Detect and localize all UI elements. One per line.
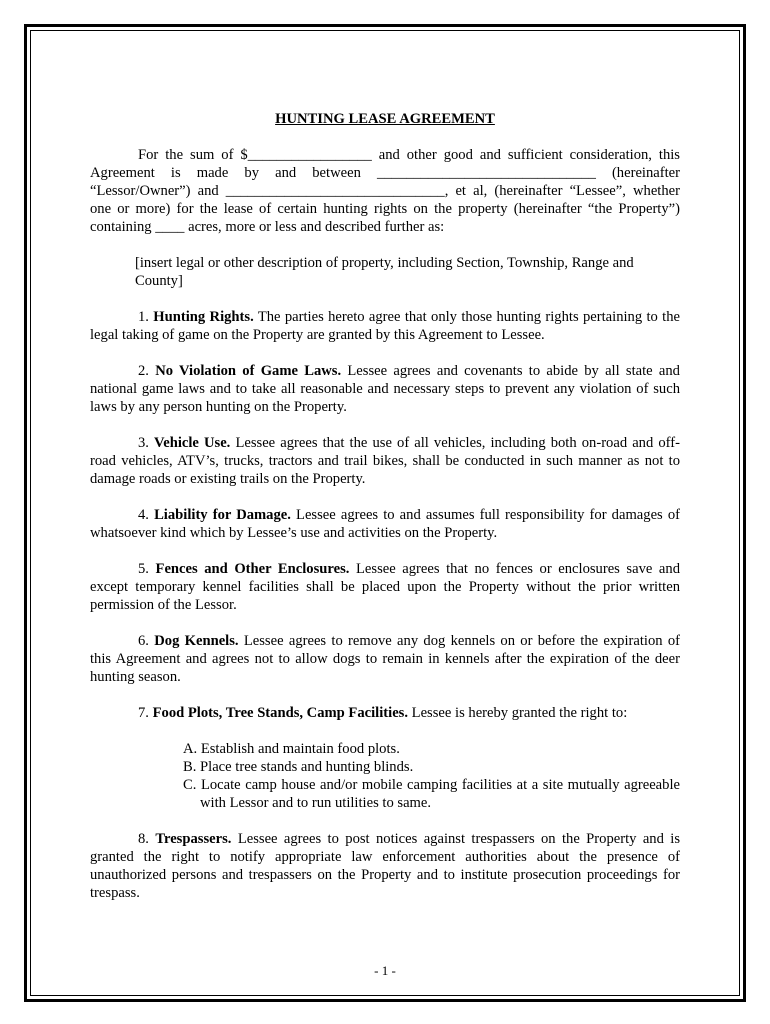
list-item: A. Establish and maintain food plots. — [183, 741, 400, 757]
document-title: HUNTING LEASE AGREEMENT — [275, 111, 495, 127]
section-number: 2. — [138, 363, 149, 379]
section-number: 4. — [138, 507, 149, 523]
section-text: Lessee agrees that no fences or enclosures save and except temporary kennel facilities shall be placed upon the Property without the prior written permission of the Lessor. — [90, 561, 680, 613]
section-heading: Dog Kennels. — [154, 633, 239, 649]
rights-list — [183, 740, 680, 812]
list-item: C. Locate camp house and/or mobile camping facilities at a site mutually agreeable with Lessor and to run utilities to same. — [183, 777, 680, 811]
section-1 — [90, 308, 680, 344]
intro-paragraph: For the sum of $_________________ and other good and sufficient consideration, this Agreement is made by and between ______________________________ (hereinafter “Lessor/Owner”) and ______________________________, et al, (hereinafter “Lessee”, whether one or more) for the lease of certain hunting rights on the property (hereinafter “the Property”) containing ____ acres, more or less and described further as: — [90, 147, 680, 235]
section-number: 1. — [138, 309, 149, 325]
section-text: Lessee agrees to post notices against trespassers on the Property and is granted the right to notify appropriate law enforcement authorities about the presence of unauthorized persons and trespassers on the Property and to institute prosecution proceedings for trespass. — [90, 831, 681, 901]
section-text: The parties hereto agree that only those hunting rights pertaining to the legal taking of game on the Property are granted by this Agreement to Lessee. — [90, 309, 680, 343]
section-number: 6. — [138, 633, 149, 649]
section-6 — [90, 632, 680, 686]
section-text: Lessee agrees to and assumes full responsibility for damages of whatsoever kind which by Lessee’s use and activities on the Property. — [90, 507, 681, 541]
section-7 — [90, 704, 680, 722]
section-heading: Liability for Damage. — [154, 507, 291, 523]
section-heading: Food Plots, Tree Stands, Camp Facilities. — [152, 705, 408, 721]
section-text: Lessee agrees that the use of all vehicles, including both on-road and off-road vehicles, ATV’s, trucks, tractors and trail bikes, shall be conducted in such manner as not to damage roads or existing trails on the Property. — [90, 435, 680, 487]
section-2 — [90, 362, 680, 416]
section-text: Lessee agrees to remove any dog kennels on or before the expiration of this Agreement and agrees not to allow dogs to remain in kennels after the expiration of the deer hunting season. — [90, 633, 680, 685]
list-item: B. Place tree stands and hunting blinds. — [183, 759, 414, 775]
section-text: Lessee agrees and covenants to abide by all state and national game laws and to take all reasonable and necessary steps to prevent any violation of such laws by any person hunting on the Property. — [90, 363, 680, 415]
section-text: Lessee is hereby granted the right to: — [411, 705, 628, 721]
section-number: 8. — [138, 831, 149, 847]
document-body — [90, 110, 680, 920]
section-heading: No Violation of Game Laws. — [155, 363, 342, 379]
section-5 — [90, 560, 680, 614]
section-heading: Fences and Other Enclosures. — [155, 561, 350, 577]
section-heading: Hunting Rights. — [153, 309, 254, 325]
section-4 — [90, 506, 680, 542]
page-number: - 1 - — [374, 963, 396, 978]
section-heading: Trespassers. — [155, 831, 232, 847]
legal-description: [insert legal or other description of property, including Section, Township, Range and County] — [135, 255, 634, 289]
section-number: 7. — [138, 705, 149, 721]
section-8 — [90, 830, 680, 902]
section-heading: Vehicle Use. — [154, 435, 231, 451]
section-number: 3. — [138, 435, 149, 451]
section-number: 5. — [138, 561, 149, 577]
section-3 — [90, 434, 680, 488]
